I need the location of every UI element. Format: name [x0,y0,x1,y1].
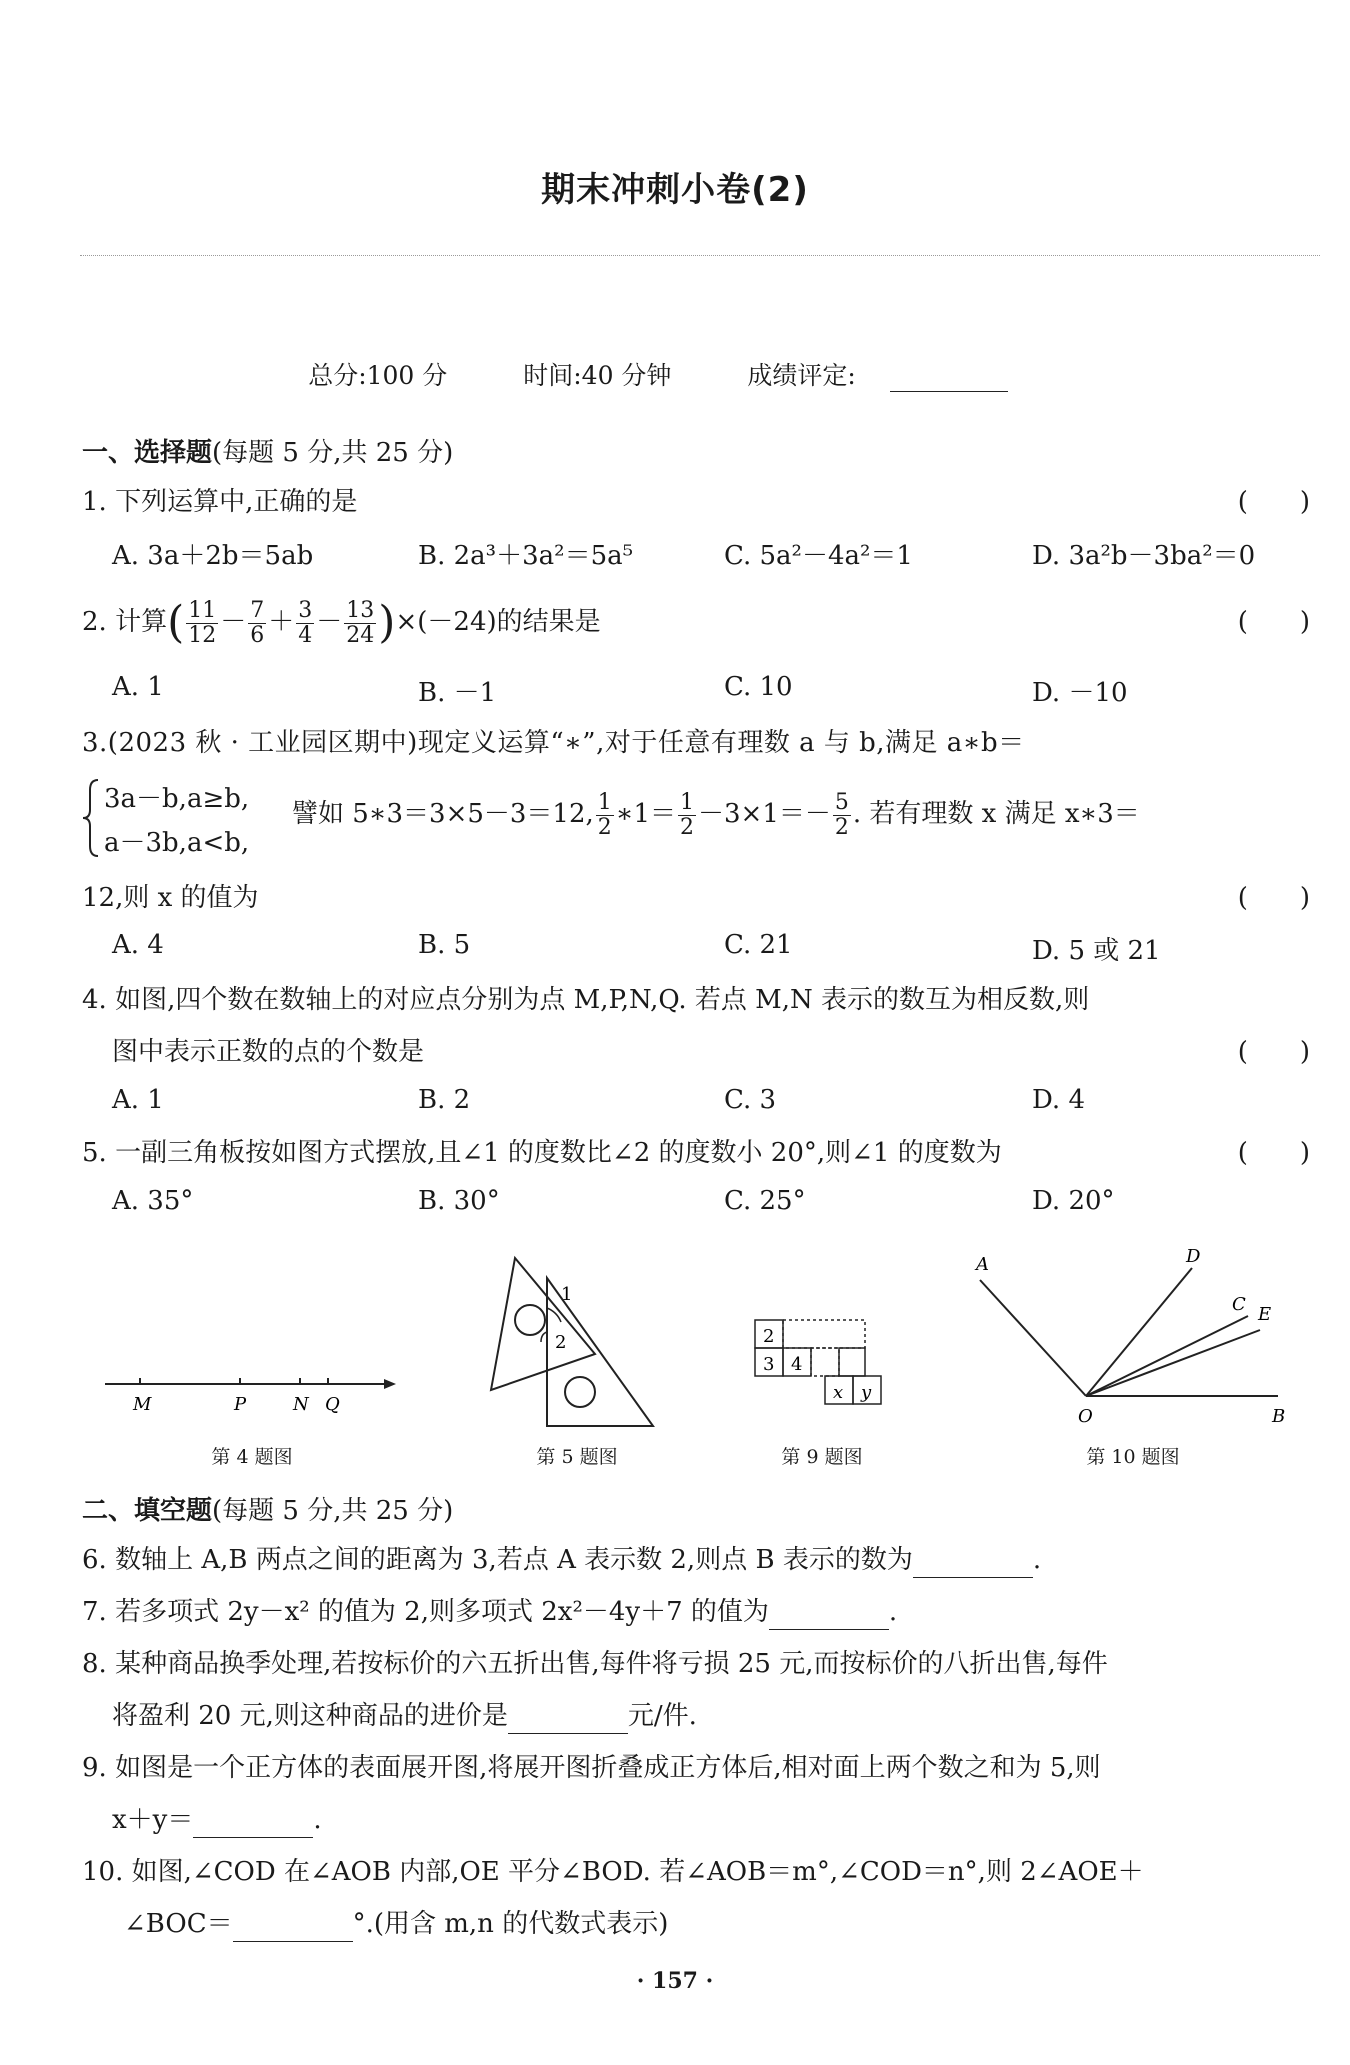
answer-paren[interactable]: ( ) [1237,883,1310,913]
q3-option-b[interactable]: B. 5 [418,930,471,960]
q3-option-c[interactable]: C. 21 [724,930,793,960]
answer-blank[interactable] [913,1551,1033,1578]
question-3-line-3: 12,则 x 的值为 ( ) [82,880,1322,916]
q5-option-a[interactable]: A. 35° [112,1186,194,1216]
q1-option-c[interactable]: C. 5a²－4a²＝1 [724,541,913,571]
q3-option-d[interactable]: D. 5 或 21 [1032,936,1161,966]
case-2: a－3b,a<b, [104,828,250,858]
answer-paren[interactable]: ( ) [1237,607,1310,637]
page-number: · 157 · [636,1968,714,1994]
q3-option-a[interactable]: A. 4 [112,930,164,960]
answer-blank[interactable] [769,1603,889,1630]
section-choice-heading: 一、选择题(每题 5 分,共 25 分) [82,438,454,468]
frac-3-4: $\frac{3}{4}$ [298,597,313,648]
question-6: 6. 数轴上 A,B 两点之间的距离为 3,若点 A 表示数 2,则点 B 表示的数为 . [82,1542,1322,1578]
title-divider [80,255,1320,256]
answer-blank[interactable] [508,1707,628,1734]
question-7: 7. 若多项式 2y－x² 的值为 2,则多项式 2x²－4y＋7 的值为 . [82,1594,1322,1630]
angle-1-label: 1 [561,1284,573,1305]
frac-13-24: $\frac{13}{24}$ [346,597,375,648]
figure-9-cube-net [745,1318,885,1418]
answer-blank[interactable] [233,1915,353,1942]
question-2: 2. 计算( $\frac{11}{12}$ － $\frac{7}{6}$ ＋ $\frac{3}{4}$ － $\frac{13}{24}$ )×(－24)的结果是 ( ) [82,590,1322,654]
point-n-label: N [293,1394,309,1415]
left-brace-icon [82,778,100,858]
q1-option-a[interactable]: A. 3a＋2b＝5ab [112,541,314,571]
question-9-line-2: x＋y＝ . [112,1802,1322,1838]
cell-x: x [833,1382,844,1403]
time-limit: 时间:40 分钟 [523,361,672,390]
cell-y: y [861,1382,872,1403]
figure-9-caption: 第 9 题图 [781,1446,863,1468]
figure-4-caption: 第 4 题图 [211,1446,293,1468]
q4-option-c[interactable]: C. 3 [724,1085,777,1115]
point-a-label: A [976,1254,989,1275]
q2-option-b[interactable]: B. －1 [418,678,497,708]
section-fill-heading: 二、填空题(每题 5 分,共 25 分) [82,1496,454,1526]
figure-5-caption: 第 5 题图 [536,1446,618,1468]
figure-10-angles [960,1240,1300,1430]
answer-paren[interactable]: ( ) [1237,1037,1310,1067]
point-o-label: O [1078,1406,1093,1427]
question-8-line-2: 将盈利 20 元,则这种商品的进价是 元/件. [112,1698,1322,1734]
q5-option-d[interactable]: D. 20° [1032,1186,1115,1216]
q1-option-b[interactable]: B. 2a³＋3a²＝5a⁵ [418,541,634,571]
question-9-line-1: 9. 如图是一个正方体的表面展开图,将展开图折叠成正方体后,相对面上两个数之和为 5,则 [82,1753,1101,1783]
q4-option-a[interactable]: A. 1 [112,1085,164,1115]
q1-option-d[interactable]: D. 3a²b－3ba²＝0 [1032,541,1256,571]
answer-blank[interactable] [193,1811,313,1838]
point-d-label: D [1186,1246,1201,1267]
point-m-label: M [133,1394,152,1415]
question-3-definition [82,770,1322,870]
q4-option-d[interactable]: D. 4 [1032,1085,1085,1115]
figure-10-caption: 第 10 题图 [1086,1446,1180,1468]
point-b-label: B [1272,1406,1286,1427]
figure-4-number-line [100,1370,400,1420]
q5-option-c[interactable]: C. 25° [724,1186,806,1216]
cell-3: 3 [763,1354,775,1375]
q4-option-b[interactable]: B. 2 [418,1085,471,1115]
q2-option-d[interactable]: D. －10 [1032,678,1128,708]
question-1: 1. 下列运算中,正确的是 ( ) [82,484,1322,520]
frac-11-12: $\frac{11}{12}$ [188,597,217,648]
question-5: 5. 一副三角板按如图方式摆放,且∠1 的度数比∠2 的度数小 20°,则∠1 的度数为 ( ) [82,1135,1322,1171]
figure-5-triangles [485,1250,675,1430]
answer-paren[interactable]: ( ) [1237,1138,1310,1168]
q2-option-a[interactable]: A. 1 [112,672,164,702]
question-4-line-2: 图中表示正数的点的个数是 ( ) [112,1034,1322,1070]
question-3-line-1: 3.(2023 秋 · 工业园区期中)现定义运算“∗”,对于任意有理数 a 与 b,满足 a∗b＝ [82,728,1025,758]
question-4-line-1: 4. 如图,四个数在数轴上的对应点分别为点 M,P,N,Q. 若点 M,N 表示的数互为相反数,则 [82,985,1090,1015]
grade-field: 成绩评定: [747,361,1041,390]
point-c-label: C [1232,1294,1246,1315]
question-8-line-1: 8. 某种商品换季处理,若按标价的六五折出售,每件将亏损 25 元,而按标价的八折出售,每件 [82,1649,1108,1679]
answer-paren[interactable]: ( ) [1237,487,1310,517]
q5-option-b[interactable]: B. 30° [418,1186,500,1216]
q3-example: 譬如 5∗3＝3×5－3＝12, $\frac{1}{2}$ ∗1＝ $\frac{1}{2}$ －3×1＝－ $\frac{5}{2}$ . 若有理数 x 满足 x∗3＝ [292,789,1140,840]
q2-option-c[interactable]: C. 10 [724,672,793,702]
case-1: 3a－b,a≥b, [104,784,250,814]
grade-blank[interactable] [890,367,1008,392]
angle-2-label: 2 [555,1332,567,1353]
question-10-line-1: 10. 如图,∠COD 在∠AOB 内部,OE 平分∠BOD. 若∠AOB＝m°,∠COD＝n°,则 2∠AOE＋ [82,1857,1144,1887]
total-score: 总分:100 分 [308,361,448,390]
point-p-label: P [234,1394,247,1415]
cell-4: 4 [791,1354,803,1375]
score-info [0,356,1350,392]
page-title: 期末冲刺小卷(2) [541,170,809,210]
point-e-label: E [1258,1304,1272,1325]
cell-2: 2 [763,1326,775,1347]
question-10-line-2: ∠BOC＝ °.(用含 m,n 的代数式表示) [124,1906,1322,1942]
point-q-label: Q [325,1394,340,1415]
frac-7-6: $\frac{7}{6}$ [250,597,265,648]
